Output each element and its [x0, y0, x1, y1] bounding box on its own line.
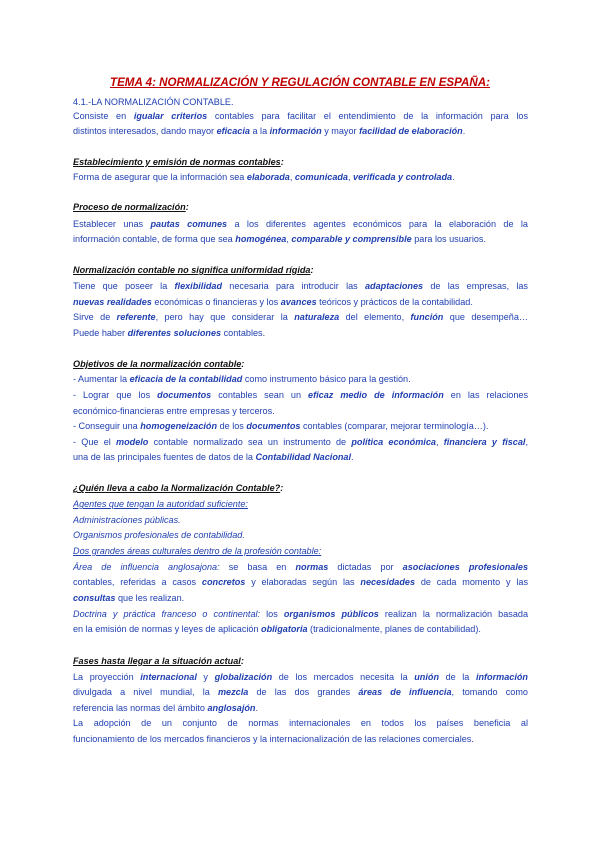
paragraph-line: Área de influencia anglosajona: se basa en normas dictadas por asociaciones profesionales — [73, 562, 528, 572]
list-item: Organismos profesionales de contabilidad. — [73, 530, 245, 540]
section-heading: Normalización contable no significa uniformidad rígida: — [73, 265, 314, 275]
list-item: una de las principales fuentes de datos de la Contabilidad Nacional. — [73, 452, 354, 462]
list-item: - Lograr que los documentos contables sean un eficaz medio de información en las relaciones — [73, 390, 528, 400]
subheading: Dos grandes áreas culturales dentro de la profesión contable: — [73, 546, 322, 556]
page-title: TEMA 4: NORMALIZACIÓN Y REGULACIÓN CONTABLE EN ESPAÑA: — [109, 76, 491, 89]
section-heading: ¿Quién lleva a cabo la Normalización Contable?: — [73, 483, 284, 493]
paragraph-line: en la emisión de normas y leyes de aplicación obligatoria (tradicionalmente, planes de contabilidad). — [73, 624, 481, 634]
list-item: - Conseguir una homogeneización de los documentos contables (comparar, mejorar terminología…). — [73, 421, 489, 431]
section-heading: 4.1.-LA NORMALIZACIÓN CONTABLE. — [73, 97, 234, 107]
paragraph-line: La proyección internacional y globalización de los mercados necesita la unión de la información — [73, 672, 528, 682]
paragraph-line: Consiste en igualar criterios contables para facilitar el entendimiento de la información para los — [73, 111, 528, 121]
paragraph-line: Doctrina y práctica franceso o continental: los organismos públicos realizan la normalización basada — [73, 609, 528, 619]
paragraph-line: información contable, de forma que sea homogénea, comparable y comprensible para los usuarios. — [73, 234, 486, 244]
paragraph-line: consultas que les realizan. — [73, 593, 185, 603]
section-heading: Proceso de normalización: — [73, 202, 189, 212]
paragraph-line: La adopción de un conjunto de normas internacionales en todos los países beneficia al — [73, 718, 528, 728]
section-heading: Fases hasta llegar a la situación actual: — [73, 656, 244, 666]
paragraph-line: funcionamiento de los mercados financieros y la internacionalización de las relaciones comerciales. — [73, 734, 474, 744]
paragraph-line: nuevas realidades económicas o financieras y los avances teóricos y prácticos de la contabilidad. — [73, 297, 473, 307]
section-heading: Establecimiento y emisión de normas contables: — [73, 157, 284, 167]
list-item: Administraciones públicas. — [73, 515, 181, 525]
paragraph-line: Sirve de referente, pero hay que considerar la naturaleza del elemento, función que desempeña… — [73, 312, 528, 322]
paragraph-line: Puede haber diferentes soluciones contables. — [73, 328, 266, 338]
section-heading: Objetivos de la normalización contable: — [73, 359, 245, 369]
paragraph-line: divulgada a nivel mundial, la mezcla de las dos grandes áreas de influencia, tomando como — [73, 687, 528, 697]
paragraph-line: referencia las normas del ámbito anglosajón. — [73, 703, 258, 713]
paragraph-line: Forma de asegurar que la información sea elaborada, comunicada, verificada y controlada. — [73, 172, 455, 182]
list-item: - Aumentar la eficacia de la contabilidad como instrumento básico para la gestión. — [73, 374, 411, 384]
paragraph-line: Establecer unas pautas comunes a los diferentes agentes económicos para la elaboración de la — [73, 219, 528, 229]
paragraph-line: Tiene que poseer la flexibilidad necesaria para introducir las adaptaciones de las empresas, las — [73, 281, 528, 291]
paragraph-line: distintos interesados, dando mayor eficacia a la información y mayor facilidad de elaboración. — [73, 126, 466, 136]
subheading: Agentes que tengan la autoridad suficiente: — [73, 499, 248, 509]
list-item: económico-financieras entre empresas y terceros. — [73, 406, 275, 416]
list-item: - Que el modelo contable normalizado sea un instrumento de política económica, financiera y fiscal, — [73, 437, 528, 447]
paragraph-line: contables, referidas a casos concretos y elaboradas según las necesidades de cada momento y las — [73, 577, 528, 587]
